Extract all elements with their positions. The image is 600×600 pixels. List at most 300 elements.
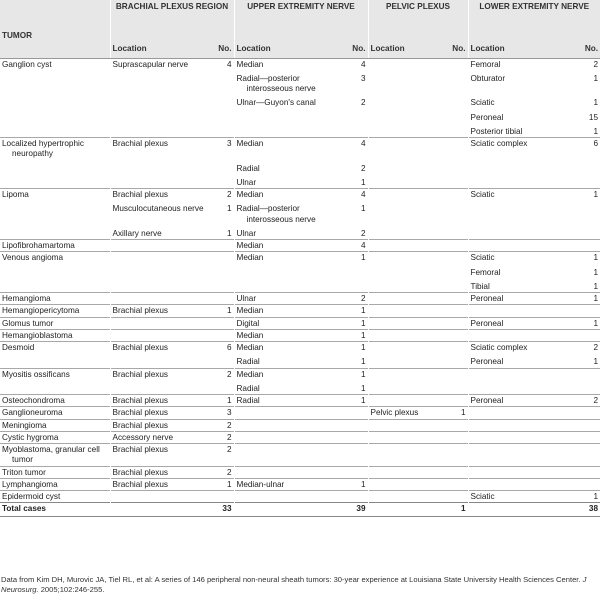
pelvic-location-cell xyxy=(368,380,448,395)
table-row xyxy=(0,342,600,354)
upper-location-cell xyxy=(234,138,342,160)
table-row xyxy=(0,109,600,123)
pelvic-count-cell xyxy=(448,353,468,368)
table-row xyxy=(0,94,600,108)
upper-location-cell xyxy=(234,317,342,329)
lower-count-cell-text: 1 xyxy=(593,357,599,367)
tumor-cell-text: Ganglioneuroma xyxy=(2,408,63,418)
lower-count-cell xyxy=(555,174,600,189)
brachial-count-cell xyxy=(206,419,234,431)
pelvic-count-cell xyxy=(448,419,468,431)
lower-location-cell xyxy=(468,264,555,278)
upper-location-cell-text: Radial—posterior interosseous nerve xyxy=(236,73,316,93)
upper-location-cell xyxy=(234,444,342,467)
pelvic-location-cell xyxy=(368,252,448,264)
brachial-count-cell xyxy=(206,368,234,380)
lower-count-cell xyxy=(555,58,600,70)
total-blank xyxy=(234,503,342,517)
tumor-cell xyxy=(0,160,110,174)
brachial-count-cell xyxy=(206,264,234,278)
table-row xyxy=(0,407,600,419)
lower-count-cell-text: 1 xyxy=(593,190,599,199)
tumor-cell xyxy=(0,58,110,70)
upper-location-cell xyxy=(234,342,342,354)
brachial-count-cell xyxy=(206,138,234,160)
upper-count-cell xyxy=(342,293,368,305)
upper-count-cell xyxy=(342,94,368,108)
brachial-count-cell-text: 1 xyxy=(226,204,232,214)
lower-location-cell-text: Sciatic complex xyxy=(470,139,528,148)
table-row xyxy=(0,305,600,317)
upper-count-cell-text: 4 xyxy=(360,59,366,69)
lower-location-cell xyxy=(468,109,555,123)
upper-count-cell-text: 4 xyxy=(360,139,366,148)
lower-count-cell-text: 2 xyxy=(593,343,599,352)
tumor-cell xyxy=(0,478,110,490)
lower-count-cell xyxy=(555,407,600,419)
pelvic-count-cell xyxy=(448,264,468,278)
no-header: No. xyxy=(342,42,368,58)
lower-location-cell xyxy=(468,395,555,407)
tumor-cell-text: Lipoma xyxy=(2,190,29,199)
no-header: No. xyxy=(206,42,234,58)
brachial-location-cell-text: Brachial plexus xyxy=(112,343,169,352)
pelvic-location-cell-text: Pelvic plexus xyxy=(370,408,419,418)
brachial-location-cell-text: Brachial plexus xyxy=(112,396,169,405)
brachial-count-cell xyxy=(206,240,234,252)
tumor-cell-text: Myoblastoma, granular cell tumor xyxy=(2,445,100,465)
upper-location-cell xyxy=(234,264,342,278)
tumor-cell xyxy=(0,491,110,503)
pelvic-location-cell xyxy=(368,368,448,380)
source-footnote xyxy=(0,575,600,595)
brachial-count-cell xyxy=(206,444,234,467)
upper-count-cell-text: 1 xyxy=(360,383,366,393)
upper-location-cell xyxy=(234,58,342,70)
upper-count-cell xyxy=(342,431,368,443)
table-row xyxy=(0,58,600,70)
lower-location-cell xyxy=(468,123,555,138)
location-header: Location xyxy=(234,42,342,58)
pelvic-count-cell xyxy=(448,491,468,503)
lower-count-cell-text: 1 xyxy=(593,98,599,108)
lower-count-cell xyxy=(555,293,600,305)
upper-count-cell xyxy=(342,395,368,407)
upper-location-cell xyxy=(234,368,342,380)
total-blank xyxy=(368,503,448,517)
lower-count-cell xyxy=(555,94,600,108)
upper-location-cell xyxy=(234,252,342,264)
lower-count-cell xyxy=(555,353,600,368)
table-row xyxy=(0,70,600,95)
upper-count-cell-text: 1 xyxy=(360,357,366,367)
lower-location-cell xyxy=(468,444,555,467)
lower-count-cell-text: 6 xyxy=(593,139,599,148)
table-row xyxy=(0,353,600,368)
lower-location-cell-text: Femoral xyxy=(470,267,501,277)
lower-location-cell xyxy=(468,200,555,225)
lower-location-cell xyxy=(468,407,555,419)
upper-location-cell xyxy=(234,189,342,201)
upper-count-cell xyxy=(342,329,368,341)
upper-count-cell xyxy=(342,466,368,478)
brachial-location-cell xyxy=(110,317,206,329)
upper-count-cell xyxy=(342,240,368,252)
table-row xyxy=(0,293,600,305)
lower-count-cell xyxy=(555,305,600,317)
lower-location-cell-text: Posterior tibial xyxy=(470,126,523,136)
brachial-location-cell-text: Brachial plexus xyxy=(112,408,169,418)
lower-count-cell-text: 1 xyxy=(593,73,599,83)
upper-location-cell xyxy=(234,94,342,108)
pelvic-count-cell-text: 1 xyxy=(460,408,466,418)
brachial-count-cell xyxy=(206,317,234,329)
brachial-count-cell xyxy=(206,293,234,305)
no-header: No. xyxy=(555,42,600,58)
tumor-cell-text: Hemangiopericytoma xyxy=(2,306,80,316)
upper-location-cell-text: Ulnar xyxy=(236,294,257,303)
pelvic-location-cell xyxy=(368,491,448,503)
pelvic-count-cell xyxy=(448,240,468,252)
upper-location-cell xyxy=(234,419,342,431)
upper-location-cell-text: Median-ulnar xyxy=(236,479,285,489)
tumor-cell xyxy=(0,444,110,467)
lower-location-cell xyxy=(468,174,555,189)
upper-count-cell xyxy=(342,225,368,240)
upper-location-cell-text: Digital xyxy=(236,318,260,328)
brachial-count-cell xyxy=(206,70,234,95)
pelvic-count-cell xyxy=(448,395,468,407)
brachial-location-cell-text: Brachial plexus xyxy=(112,467,169,477)
brachial-location-cell xyxy=(110,160,206,174)
pelvic-location-cell xyxy=(368,109,448,123)
upper-count-cell-text: 1 xyxy=(360,330,366,340)
upper-count-cell xyxy=(342,70,368,95)
brachial-location-cell xyxy=(110,138,206,160)
pelvic-location-cell xyxy=(368,138,448,160)
lower-location-cell-text: Sciatic complex xyxy=(470,343,528,352)
pelvic-count-cell xyxy=(448,70,468,95)
upper-count-cell xyxy=(342,160,368,174)
upper-count-cell xyxy=(342,368,368,380)
tumor-cell-text: Myositis ossificans xyxy=(2,369,70,379)
brachial-location-cell xyxy=(110,58,206,70)
tumor-cell xyxy=(0,70,110,95)
tumor-cell xyxy=(0,329,110,341)
table-row xyxy=(0,491,600,503)
brachial-count-cell xyxy=(206,466,234,478)
brachial-location-cell xyxy=(110,252,206,264)
upper-count-cell xyxy=(342,419,368,431)
pelvic-count-cell xyxy=(448,138,468,160)
tumor-cell xyxy=(0,123,110,138)
table-body xyxy=(0,58,600,517)
tumor-cell xyxy=(0,353,110,368)
pelvic-location-cell xyxy=(368,174,448,189)
upper-count-cell-text: 2 xyxy=(360,163,366,173)
pelvic-location-cell xyxy=(368,466,448,478)
lower-location-cell xyxy=(468,342,555,354)
pelvic-count-cell xyxy=(448,278,468,293)
lower-count-cell xyxy=(555,444,600,467)
upper-count-cell xyxy=(342,123,368,138)
lower-location-cell xyxy=(468,431,555,443)
lower-location-cell-text: Sciatic xyxy=(470,190,495,199)
lower-location-cell-text: Sciatic xyxy=(470,98,495,108)
table-row xyxy=(0,189,600,201)
upper-location-cell xyxy=(234,225,342,240)
brachial-count-cell xyxy=(206,407,234,419)
location-header: Location xyxy=(368,42,448,58)
brachial-count-cell xyxy=(206,380,234,395)
upper-total: 39 xyxy=(342,503,368,517)
pelvic-location-cell xyxy=(368,94,448,108)
table-group-header-row xyxy=(0,0,600,42)
lower-count-cell xyxy=(555,317,600,329)
upper-count-cell-text: 2 xyxy=(360,228,366,238)
lower-count-cell xyxy=(555,329,600,341)
lower-location-cell-text: Obturator xyxy=(470,73,506,83)
upper-location-cell xyxy=(234,174,342,189)
upper-count-cell xyxy=(342,109,368,123)
brachial-location-cell xyxy=(110,478,206,490)
brachial-count-cell-text: 3 xyxy=(226,408,232,418)
pelvic-count-cell xyxy=(448,380,468,395)
upper-count-cell xyxy=(342,200,368,225)
footnote-text: Data from Kim DH, Murovic JA, Tiel RL, et al: A series of 146 peripheral non-neural sheath tumors: 30-year experience at Louisiana State University Health Sciences Center. xyxy=(1,575,583,584)
brachial-count-cell xyxy=(206,109,234,123)
brachial-count-cell xyxy=(206,278,234,293)
table-row xyxy=(0,419,600,431)
brachial-location-cell xyxy=(110,189,206,201)
lower-location-cell-text: Femoral xyxy=(470,59,501,69)
tumor-cell xyxy=(0,109,110,123)
upper-location-cell xyxy=(234,109,342,123)
tumor-cell xyxy=(0,94,110,108)
tumor-cell xyxy=(0,368,110,380)
upper-count-cell xyxy=(342,444,368,467)
upper-location-cell xyxy=(234,466,342,478)
upper-count-cell-text: 1 xyxy=(360,177,366,187)
upper-location-cell xyxy=(234,491,342,503)
pelvic-location-cell xyxy=(368,70,448,95)
brachial-count-cell-text: 1 xyxy=(226,479,232,489)
lower-location-cell-text: Tibial xyxy=(470,281,490,291)
pelvic-location-cell xyxy=(368,478,448,490)
pelvic-count-cell xyxy=(448,58,468,70)
tumor-subheader-blank xyxy=(0,42,110,58)
pelvic-count-cell xyxy=(448,407,468,419)
brachial-location-cell xyxy=(110,70,206,95)
brachial-location-cell-text: Brachial plexus xyxy=(112,369,169,379)
tumor-cell-text: Meningioma xyxy=(2,420,47,430)
table-row xyxy=(0,466,600,478)
upper-location-cell xyxy=(234,478,342,490)
brachial-location-cell-text: Axillary nerve xyxy=(112,228,162,238)
tumor-cell xyxy=(0,200,110,225)
lower-location-cell xyxy=(468,240,555,252)
brachial-count-cell xyxy=(206,478,234,490)
upper-count-cell xyxy=(342,407,368,419)
table-row xyxy=(0,225,600,240)
pelvic-count-cell xyxy=(448,174,468,189)
pelvic-count-cell xyxy=(448,200,468,225)
upper-location-cell-text: Median xyxy=(236,139,264,148)
tumor-cell xyxy=(0,293,110,305)
brachial-location-cell-text: Accessory nerve xyxy=(112,432,174,442)
upper-location-cell-text: Median xyxy=(236,241,264,250)
lower-count-cell xyxy=(555,160,600,174)
tumor-cell xyxy=(0,240,110,252)
pelvic-location-cell xyxy=(368,317,448,329)
upper-count-cell-text: 2 xyxy=(360,98,366,108)
table-row xyxy=(0,380,600,395)
brachial-location-cell xyxy=(110,329,206,341)
brachial-location-cell-text: Brachial plexus xyxy=(112,445,169,454)
pelvic-count-cell xyxy=(448,94,468,108)
brachial-location-cell xyxy=(110,431,206,443)
tumor-column-header: TUMOR xyxy=(0,0,110,42)
table-row xyxy=(0,395,600,407)
brachial-count-cell-text: 1 xyxy=(226,228,232,238)
lower-count-cell xyxy=(555,466,600,478)
table-row xyxy=(0,278,600,293)
brachial-count-cell-text: 1 xyxy=(226,396,232,405)
upper-count-cell xyxy=(342,58,368,70)
brachial-location-cell-text: Suprascapular nerve xyxy=(112,59,189,69)
upper-count-cell-text: 1 xyxy=(360,479,366,489)
tumor-cell xyxy=(0,305,110,317)
brachial-count-cell-text: 2 xyxy=(226,369,232,379)
brachial-location-cell-text: Brachial plexus xyxy=(112,190,169,199)
brachial-count-cell-text: 2 xyxy=(226,467,232,477)
pelvic-location-cell xyxy=(368,342,448,354)
tumor-cell-text: Glomus tumor xyxy=(2,318,54,328)
tumor-cell-text: Desmoid xyxy=(2,343,35,352)
lower-location-cell-text: Peroneal xyxy=(470,396,504,405)
lower-count-cell xyxy=(555,109,600,123)
brachial-location-cell xyxy=(110,353,206,368)
pelvic-count-cell xyxy=(448,293,468,305)
upper-location-cell xyxy=(234,200,342,225)
total-blank xyxy=(468,503,555,517)
lower-count-cell-text: 2 xyxy=(593,59,599,69)
lower-count-cell xyxy=(555,189,600,201)
lower-location-cell xyxy=(468,58,555,70)
pelvic-location-cell xyxy=(368,419,448,431)
lower-count-cell xyxy=(555,342,600,354)
total-blank xyxy=(110,503,206,517)
upper-location-cell-text: Radial xyxy=(236,357,260,367)
location-header: Location xyxy=(468,42,555,58)
brachial-count-cell xyxy=(206,94,234,108)
lower-location-cell xyxy=(468,491,555,503)
brachial-location-cell xyxy=(110,264,206,278)
upper-count-cell xyxy=(342,264,368,278)
lower-location-cell-text: Peroneal xyxy=(470,112,504,122)
pelvic-location-cell xyxy=(368,305,448,317)
lower-location-cell-text: Sciatic xyxy=(470,253,495,263)
upper-count-cell xyxy=(342,189,368,201)
location-header: Location xyxy=(110,42,206,58)
upper-location-cell xyxy=(234,70,342,95)
tumor-cell-text: Lymphangioma xyxy=(2,479,58,489)
upper-count-cell xyxy=(342,342,368,354)
brachial-count-cell-text: 4 xyxy=(226,59,232,69)
brachial-count-cell-text: 2 xyxy=(226,190,232,199)
upper-location-cell xyxy=(234,431,342,443)
brachial-location-cell xyxy=(110,491,206,503)
upper-count-cell xyxy=(342,380,368,395)
upper-count-cell xyxy=(342,353,368,368)
upper-count-cell xyxy=(342,478,368,490)
total-label: Total cases xyxy=(0,503,110,517)
tumor-cell xyxy=(0,225,110,240)
total-row xyxy=(0,503,600,517)
table-row xyxy=(0,252,600,264)
brachial-count-cell-text: 1 xyxy=(226,306,232,316)
upper-location-cell xyxy=(234,395,342,407)
lower-total: 38 xyxy=(555,503,600,517)
lower-location-cell xyxy=(468,380,555,395)
lower-count-cell xyxy=(555,264,600,278)
brachial-count-cell xyxy=(206,491,234,503)
brachial-count-cell-text: 2 xyxy=(226,420,232,430)
pelvic-location-cell xyxy=(368,264,448,278)
table-row xyxy=(0,123,600,138)
table-row xyxy=(0,264,600,278)
pelvic-location-cell xyxy=(368,123,448,138)
brachial-count-cell-text: 2 xyxy=(226,445,232,454)
tumor-cell-text: Triton tumor xyxy=(2,467,46,477)
table-row xyxy=(0,160,600,174)
brachial-plexus-header: BRACHIAL PLEXUS REGION xyxy=(110,0,234,42)
brachial-count-cell xyxy=(206,189,234,201)
pelvic-location-cell xyxy=(368,353,448,368)
pelvic-count-cell xyxy=(448,342,468,354)
lower-location-cell xyxy=(468,353,555,368)
tumor-cell-text: Osteochondroma xyxy=(2,396,65,405)
upper-count-cell-text: 1 xyxy=(360,204,366,214)
tumor-cell xyxy=(0,342,110,354)
table-row xyxy=(0,240,600,252)
upper-location-cell-text: Median xyxy=(236,369,264,379)
brachial-location-cell-text: Brachial plexus xyxy=(112,420,169,430)
upper-location-cell xyxy=(234,353,342,368)
upper-location-cell-text: Median xyxy=(236,190,264,199)
lower-count-cell xyxy=(555,252,600,264)
upper-location-cell xyxy=(234,329,342,341)
pelvic-count-cell xyxy=(448,329,468,341)
brachial-count-cell xyxy=(206,174,234,189)
brachial-location-cell xyxy=(110,174,206,189)
tumor-cell xyxy=(0,174,110,189)
pelvic-location-cell xyxy=(368,293,448,305)
lower-count-cell xyxy=(555,200,600,225)
no-header: No. xyxy=(448,42,468,58)
pelvic-total: 1 xyxy=(448,503,468,517)
brachial-count-cell xyxy=(206,160,234,174)
lower-location-cell-text: Peroneal xyxy=(470,357,504,367)
lower-location-cell xyxy=(468,478,555,490)
lower-count-cell-text: 15 xyxy=(588,112,599,122)
pelvic-location-cell xyxy=(368,329,448,341)
lower-location-cell xyxy=(468,94,555,108)
lower-count-cell-text: 1 xyxy=(593,267,599,277)
upper-location-cell-text: Median xyxy=(236,253,264,263)
tumor-cell xyxy=(0,419,110,431)
lower-location-cell xyxy=(468,278,555,293)
